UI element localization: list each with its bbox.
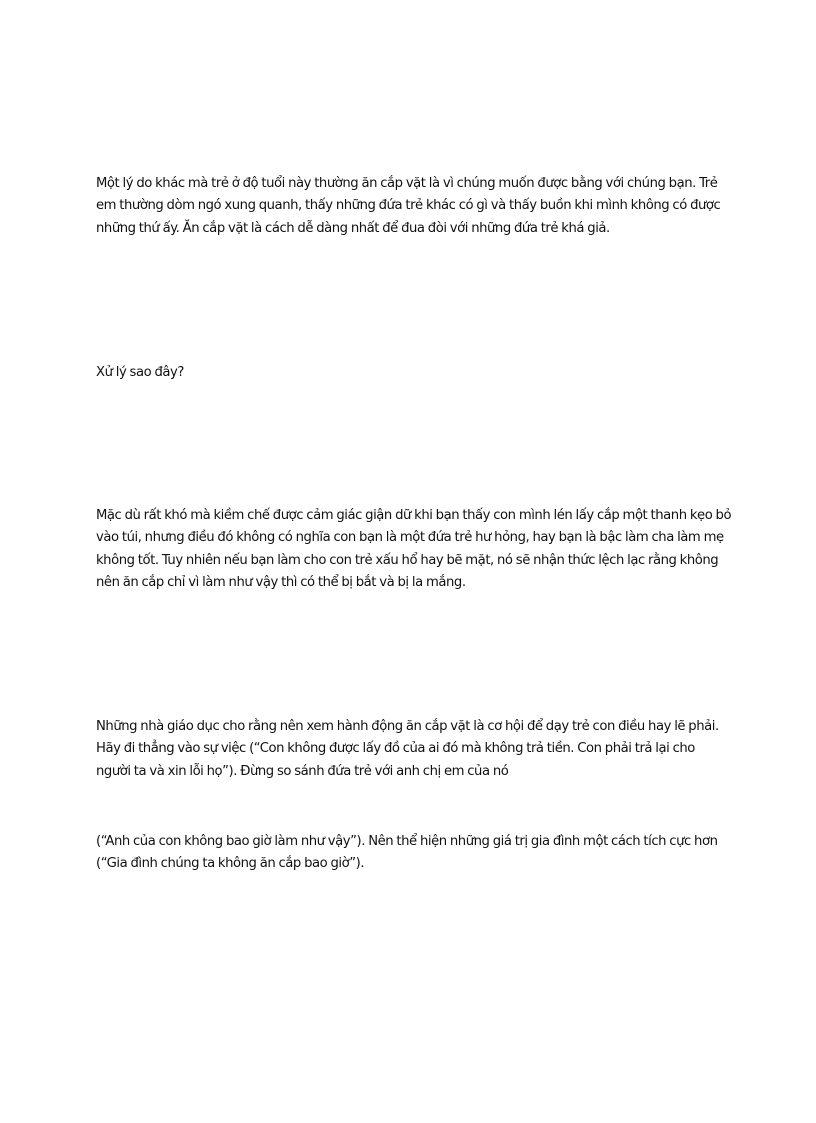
paragraph-educators-advice: Những nhà giáo dục cho rằng nên xem hành động ăn cắp vặt là cơ hội để dạy trẻ con điều hay lẽ phải. Hãy đi thẳng vào sự việc (“Con không được lấy đồ của ai đó mà không trả tiền. Con phải trả lại cho người ta và xin lỗi họ”). Đừng so sánh đứa trẻ với anh chị em của nó (96, 719, 719, 779)
paragraph-family-values: (“Anh của con không bao giờ làm như vậy”). Nên thể hiện những giá trị gia đình một cách tích cực hơn (“Gia đình chúng ta không ăn cắp bao giờ”). (96, 834, 718, 872)
paragraph-controlling-anger: Mặc dù rất khó mà kiềm chế được cảm giác giận dữ khi bạn thấy con mình lén lấy cắp một thanh kẹo bỏ vào túi, nhưng điều đó không có nghĩa con bạn là một đứa trẻ hư hỏng, hay bạn là bậc làm cha làm mẹ không tốt. Tuy nhiên nếu bạn làm cho con trẻ xấu hổ hay bẽ mặt, nó sẽ nhận thức lệch lạc rằng không nên ăn cắp chỉ vì làm như vậy thì có thể bị bắt và bị la mắng. (96, 508, 732, 590)
paragraph-reasons: Một lý do khác mà trẻ ở độ tuổi này thường ăn cắp vặt là vì chúng muốn được bằng với chúng bạn. Trẻ em thường dòm ngó xung quanh, thấy những đứa trẻ khác có gì và thấy buồn khi mình không có được những thứ ấy. Ăn cắp vặt là cách dễ dàng nhất để đua đòi với những đứa trẻ khá giả. (96, 176, 721, 236)
section-heading-how-to-handle: Xử lý sao đây? (96, 365, 184, 380)
